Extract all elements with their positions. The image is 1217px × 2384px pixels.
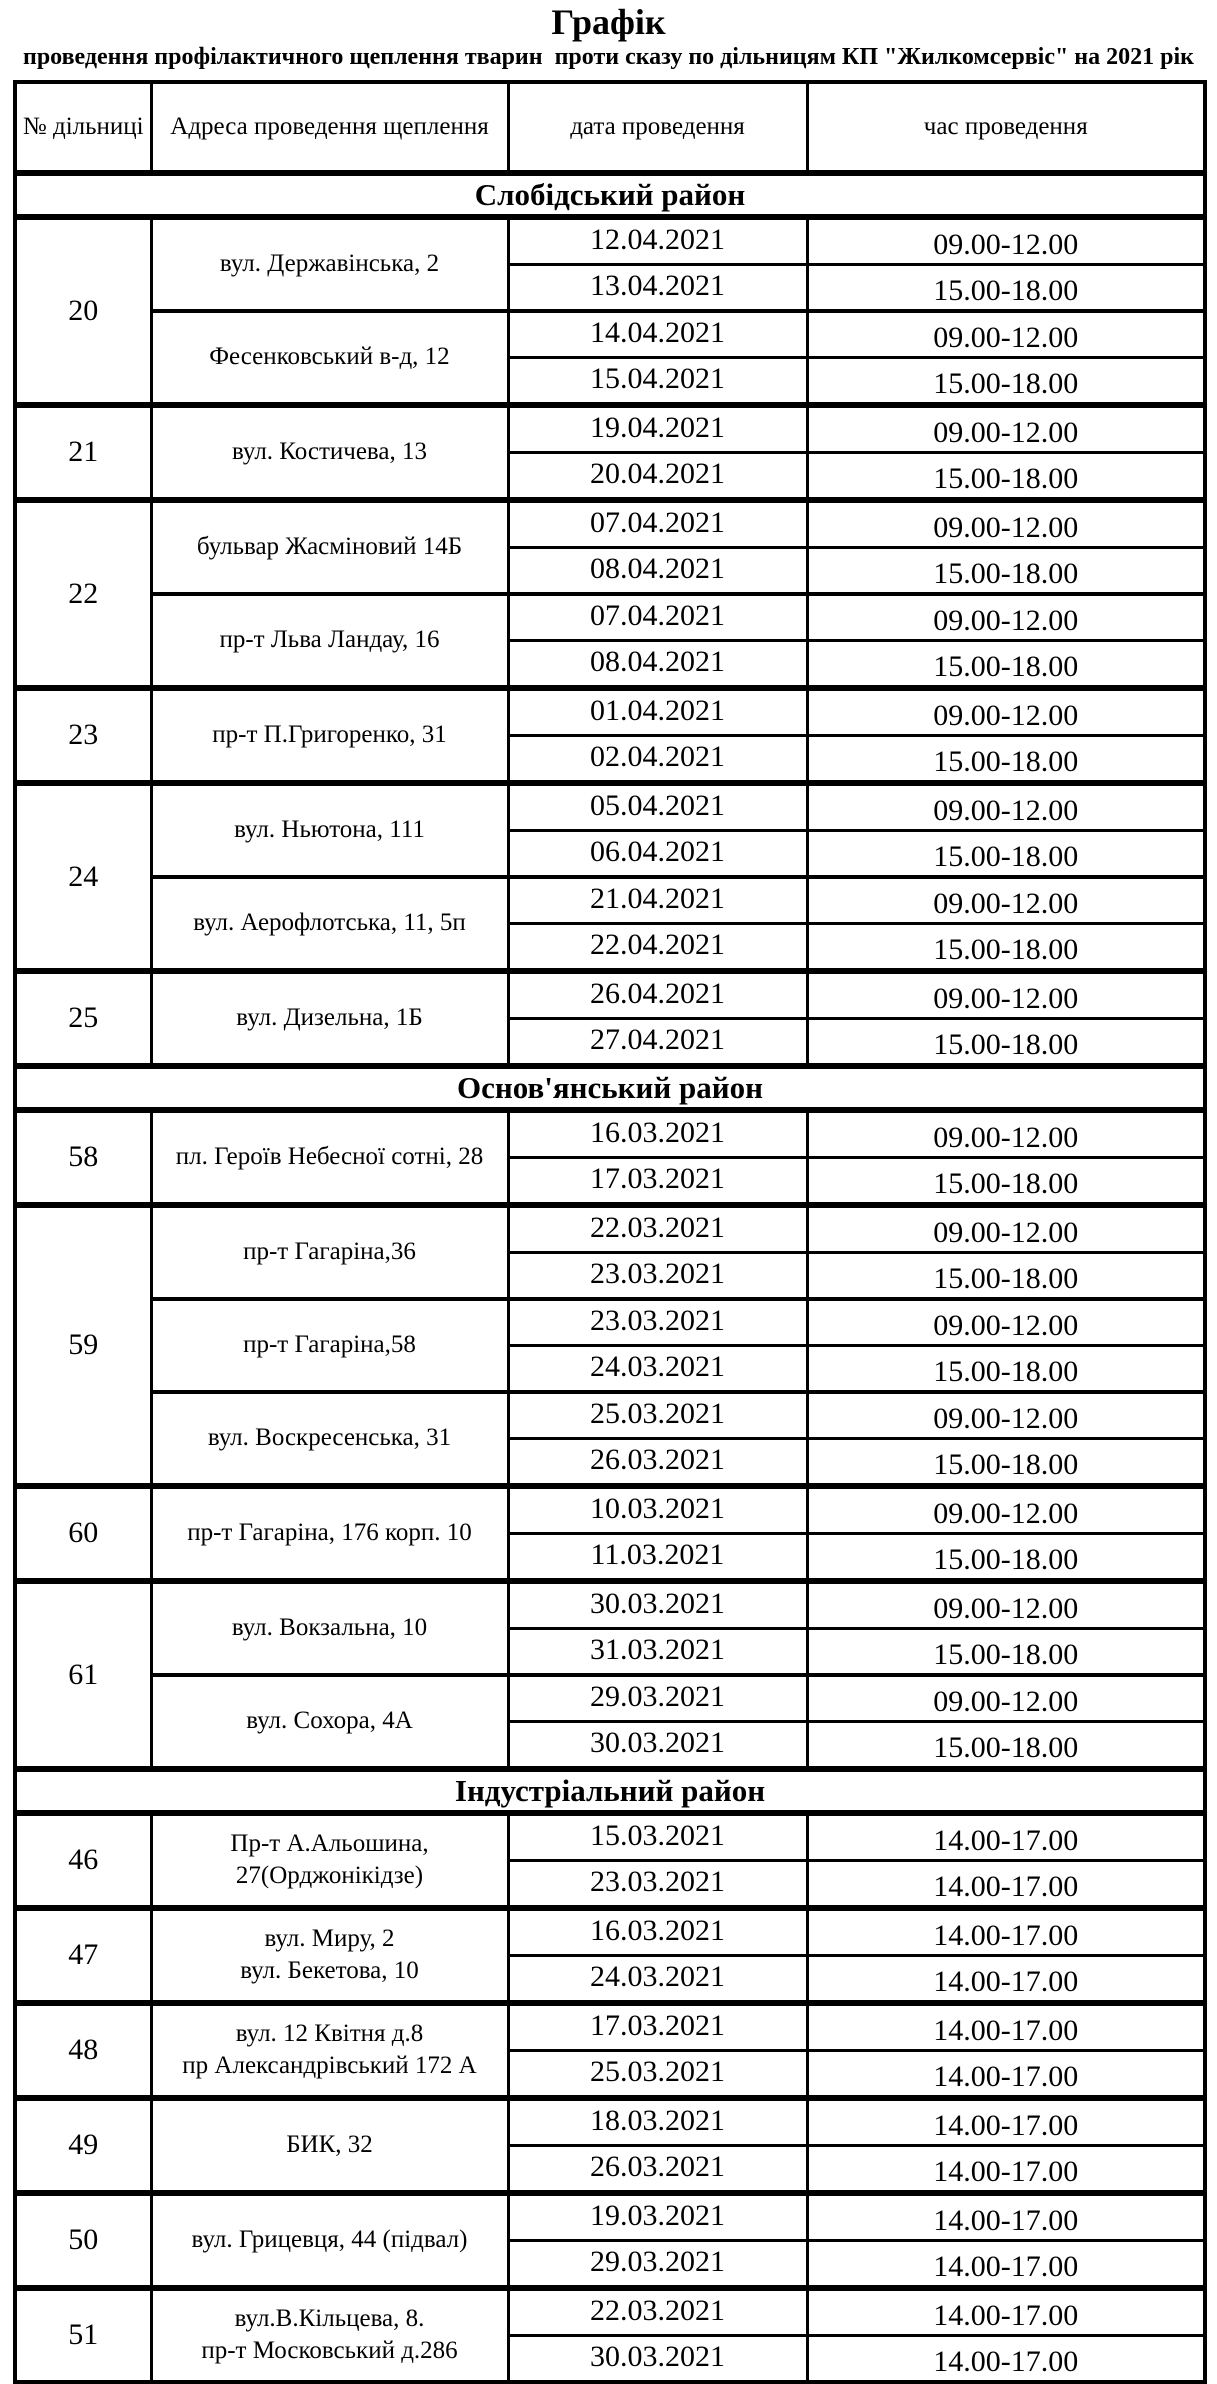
district-number-cell: 47 bbox=[15, 1908, 151, 2003]
address-cell: вул. Аерофлотська, 11, 5п bbox=[151, 877, 508, 971]
date-cell: 25.03.2021 bbox=[508, 1392, 807, 1439]
schedule-row bbox=[15, 1675, 1205, 1722]
date-cell: 08.04.2021 bbox=[508, 640, 807, 688]
date-cell: 23.03.2021 bbox=[508, 1299, 807, 1346]
schedule-row bbox=[15, 1205, 1205, 1253]
section-title: Основ'янський район bbox=[15, 1066, 1205, 1110]
date-cell: 02.04.2021 bbox=[508, 735, 807, 783]
time-cell: 15.00-18.00 bbox=[807, 923, 1205, 971]
time-cell: 14.00-17.00 bbox=[807, 2193, 1205, 2241]
address-cell: вул. Миру, 2 вул. Бекетова, 10 bbox=[151, 1908, 508, 2003]
address-cell: Пр-т А.Альошина, 27(Орджонікідзе) bbox=[151, 1813, 508, 1908]
schedule-row bbox=[15, 1908, 1205, 1956]
district-number-cell: 25 bbox=[15, 971, 151, 1066]
date-cell: 16.03.2021 bbox=[508, 1908, 807, 1956]
date-cell: 22.03.2021 bbox=[508, 2288, 807, 2336]
date-cell: 29.03.2021 bbox=[508, 1675, 807, 1722]
date-cell: 22.03.2021 bbox=[508, 1205, 807, 1253]
time-cell: 14.00-17.00 bbox=[807, 2288, 1205, 2336]
date-cell: 18.03.2021 bbox=[508, 2098, 807, 2146]
date-cell: 15.04.2021 bbox=[508, 357, 807, 405]
address-cell: пр-т Гагаріна,58 bbox=[151, 1299, 508, 1392]
document-page bbox=[0, 4, 1217, 2384]
district-number-cell: 58 bbox=[15, 1110, 151, 1205]
date-cell: 23.03.2021 bbox=[508, 1860, 807, 1908]
date-cell: 17.03.2021 bbox=[508, 1157, 807, 1205]
column-header-address: Адреса проведення щеплення bbox=[151, 82, 508, 173]
table-header bbox=[15, 82, 1205, 173]
address-cell: вул. Воскресенська, 31 bbox=[151, 1392, 508, 1486]
time-cell: 14.00-17.00 bbox=[807, 1860, 1205, 1908]
schedule-row bbox=[15, 2288, 1205, 2336]
section-header-row bbox=[15, 1066, 1205, 1110]
date-cell: 14.04.2021 bbox=[508, 311, 807, 358]
time-cell: 09.00-12.00 bbox=[807, 500, 1205, 548]
date-cell: 07.04.2021 bbox=[508, 500, 807, 548]
district-number-cell: 22 bbox=[15, 500, 151, 688]
time-cell: 09.00-12.00 bbox=[807, 1205, 1205, 1253]
time-cell: 15.00-18.00 bbox=[807, 1721, 1205, 1769]
time-cell: 09.00-12.00 bbox=[807, 1675, 1205, 1722]
schedule-table-body bbox=[15, 173, 1205, 2382]
section-header-row bbox=[15, 173, 1205, 217]
time-cell: 15.00-18.00 bbox=[807, 1157, 1205, 1205]
date-cell: 30.03.2021 bbox=[508, 1721, 807, 1769]
time-cell: 15.00-18.00 bbox=[807, 357, 1205, 405]
address-cell: БИК, 32 bbox=[151, 2098, 508, 2193]
section-header-row bbox=[15, 1769, 1205, 1813]
time-cell: 09.00-12.00 bbox=[807, 1110, 1205, 1158]
document-subtitle: проведення профілактичного щеплення тварин проти сказу по дільницям КП "Жилкомсервіс" на 2021 рік bbox=[23, 44, 1194, 70]
schedule-row bbox=[15, 1392, 1205, 1439]
schedule-row bbox=[15, 311, 1205, 358]
date-cell: 25.03.2021 bbox=[508, 2050, 807, 2098]
time-cell: 15.00-18.00 bbox=[807, 735, 1205, 783]
time-cell: 14.00-17.00 bbox=[807, 1908, 1205, 1956]
address-cell: вул. 12 Квітня д.8 пр Александрівський 172 А bbox=[151, 2003, 508, 2098]
time-cell: 09.00-12.00 bbox=[807, 1299, 1205, 1346]
vaccination-schedule-table bbox=[13, 80, 1207, 2384]
district-number-cell: 24 bbox=[15, 783, 151, 971]
time-cell: 14.00-17.00 bbox=[807, 2145, 1205, 2193]
time-cell: 09.00-12.00 bbox=[807, 688, 1205, 736]
column-header-date: дата проведення bbox=[508, 82, 807, 173]
district-number-cell: 59 bbox=[15, 1205, 151, 1486]
schedule-row bbox=[15, 2098, 1205, 2146]
date-cell: 29.03.2021 bbox=[508, 2240, 807, 2288]
date-cell: 31.03.2021 bbox=[508, 1628, 807, 1675]
time-cell: 09.00-12.00 bbox=[807, 594, 1205, 641]
date-cell: 27.04.2021 bbox=[508, 1018, 807, 1066]
column-header-district-number: № дільниці bbox=[15, 82, 151, 173]
time-cell: 15.00-18.00 bbox=[807, 1533, 1205, 1581]
address-cell: Фесенковський в-д, 12 bbox=[151, 311, 508, 405]
schedule-row bbox=[15, 405, 1205, 453]
date-cell: 06.04.2021 bbox=[508, 830, 807, 877]
time-cell: 09.00-12.00 bbox=[807, 311, 1205, 358]
schedule-row bbox=[15, 1486, 1205, 1534]
date-cell: 30.03.2021 bbox=[508, 2335, 807, 2382]
time-cell: 15.00-18.00 bbox=[807, 830, 1205, 877]
schedule-row bbox=[15, 877, 1205, 924]
date-cell: 19.03.2021 bbox=[508, 2193, 807, 2241]
document-title: Графік bbox=[551, 2, 666, 42]
district-number-cell: 60 bbox=[15, 1486, 151, 1581]
date-cell: 15.03.2021 bbox=[508, 1813, 807, 1861]
district-number-cell: 23 bbox=[15, 688, 151, 783]
time-cell: 14.00-17.00 bbox=[807, 2050, 1205, 2098]
schedule-row bbox=[15, 688, 1205, 736]
time-cell: 09.00-12.00 bbox=[807, 1581, 1205, 1629]
schedule-row bbox=[15, 1110, 1205, 1158]
district-number-cell: 48 bbox=[15, 2003, 151, 2098]
time-cell: 15.00-18.00 bbox=[807, 547, 1205, 594]
time-cell: 09.00-12.00 bbox=[807, 1392, 1205, 1439]
district-number-cell: 20 bbox=[15, 217, 151, 405]
date-cell: 23.03.2021 bbox=[508, 1252, 807, 1299]
time-cell: 15.00-18.00 bbox=[807, 1438, 1205, 1486]
address-cell: бульвар Жасміновий 14Б bbox=[151, 500, 508, 594]
address-cell: вул. Ньютона, 111 bbox=[151, 783, 508, 877]
time-cell: 09.00-12.00 bbox=[807, 1486, 1205, 1534]
date-cell: 24.03.2021 bbox=[508, 1345, 807, 1392]
address-cell: вул.В.Кільцева, 8. пр-т Московський д.286 bbox=[151, 2288, 508, 2382]
date-cell: 12.04.2021 bbox=[508, 217, 807, 265]
date-cell: 26.03.2021 bbox=[508, 1438, 807, 1486]
schedule-row bbox=[15, 1581, 1205, 1629]
time-cell: 15.00-18.00 bbox=[807, 452, 1205, 500]
date-cell: 13.04.2021 bbox=[508, 264, 807, 311]
section-title: Індустріальний район bbox=[15, 1769, 1205, 1813]
time-cell: 09.00-12.00 bbox=[807, 877, 1205, 924]
section-title: Слобідський район bbox=[15, 173, 1205, 217]
schedule-row bbox=[15, 594, 1205, 641]
date-cell: 30.03.2021 bbox=[508, 1581, 807, 1629]
time-cell: 09.00-12.00 bbox=[807, 971, 1205, 1019]
address-cell: вул. Вокзальна, 10 bbox=[151, 1581, 508, 1675]
date-cell: 26.03.2021 bbox=[508, 2145, 807, 2193]
address-cell: пр-т П.Григоренко, 31 bbox=[151, 688, 508, 783]
district-number-cell: 51 bbox=[15, 2288, 151, 2382]
schedule-row bbox=[15, 2003, 1205, 2051]
date-cell: 21.04.2021 bbox=[508, 877, 807, 924]
time-cell: 14.00-17.00 bbox=[807, 1955, 1205, 2003]
address-cell: вул. Державінська, 2 bbox=[151, 217, 508, 311]
table-header-row bbox=[15, 82, 1205, 173]
district-number-cell: 61 bbox=[15, 1581, 151, 1769]
time-cell: 14.00-17.00 bbox=[807, 2240, 1205, 2288]
date-cell: 11.03.2021 bbox=[508, 1533, 807, 1581]
schedule-row bbox=[15, 2193, 1205, 2241]
date-cell: 07.04.2021 bbox=[508, 594, 807, 641]
time-cell: 14.00-17.00 bbox=[807, 1813, 1205, 1861]
schedule-row bbox=[15, 783, 1205, 831]
time-cell: 14.00-17.00 bbox=[807, 2003, 1205, 2051]
time-cell: 09.00-12.00 bbox=[807, 405, 1205, 453]
time-cell: 09.00-12.00 bbox=[807, 217, 1205, 265]
time-cell: 15.00-18.00 bbox=[807, 640, 1205, 688]
schedule-row bbox=[15, 971, 1205, 1019]
schedule-row bbox=[15, 500, 1205, 548]
time-cell: 15.00-18.00 bbox=[807, 1345, 1205, 1392]
district-number-cell: 49 bbox=[15, 2098, 151, 2193]
time-cell: 15.00-18.00 bbox=[807, 1628, 1205, 1675]
date-cell: 16.03.2021 bbox=[508, 1110, 807, 1158]
time-cell: 14.00-17.00 bbox=[807, 2098, 1205, 2146]
date-cell: 26.04.2021 bbox=[508, 971, 807, 1019]
date-cell: 10.03.2021 bbox=[508, 1486, 807, 1534]
date-cell: 08.04.2021 bbox=[508, 547, 807, 594]
date-cell: 24.03.2021 bbox=[508, 1955, 807, 2003]
district-number-cell: 50 bbox=[15, 2193, 151, 2288]
district-number-cell: 21 bbox=[15, 405, 151, 500]
schedule-row bbox=[15, 1813, 1205, 1861]
date-cell: 17.03.2021 bbox=[508, 2003, 807, 2051]
date-cell: 20.04.2021 bbox=[508, 452, 807, 500]
address-cell: вул. Грицевця, 44 (підвал) bbox=[151, 2193, 508, 2288]
column-header-time: час проведення bbox=[807, 82, 1205, 173]
time-cell: 15.00-18.00 bbox=[807, 264, 1205, 311]
address-cell: вул. Сохора, 4А bbox=[151, 1675, 508, 1769]
date-cell: 05.04.2021 bbox=[508, 783, 807, 831]
date-cell: 22.04.2021 bbox=[508, 923, 807, 971]
address-cell: пр-т Льва Ландау, 16 bbox=[151, 594, 508, 688]
schedule-row bbox=[15, 1299, 1205, 1346]
address-cell: пр-т Гагаріна,36 bbox=[151, 1205, 508, 1299]
time-cell: 15.00-18.00 bbox=[807, 1018, 1205, 1066]
schedule-row bbox=[15, 217, 1205, 265]
address-cell: вул. Дизельна, 1Б bbox=[151, 971, 508, 1066]
date-cell: 01.04.2021 bbox=[508, 688, 807, 736]
time-cell: 09.00-12.00 bbox=[807, 783, 1205, 831]
address-cell: пр-т Гагаріна, 176 корп. 10 bbox=[151, 1486, 508, 1581]
time-cell: 14.00-17.00 bbox=[807, 2335, 1205, 2382]
date-cell: 19.04.2021 bbox=[508, 405, 807, 453]
time-cell: 15.00-18.00 bbox=[807, 1252, 1205, 1299]
address-cell: пл. Героїв Небесної сотні, 28 bbox=[151, 1110, 508, 1205]
district-number-cell: 46 bbox=[15, 1813, 151, 1908]
address-cell: вул. Костичева, 13 bbox=[151, 405, 508, 500]
